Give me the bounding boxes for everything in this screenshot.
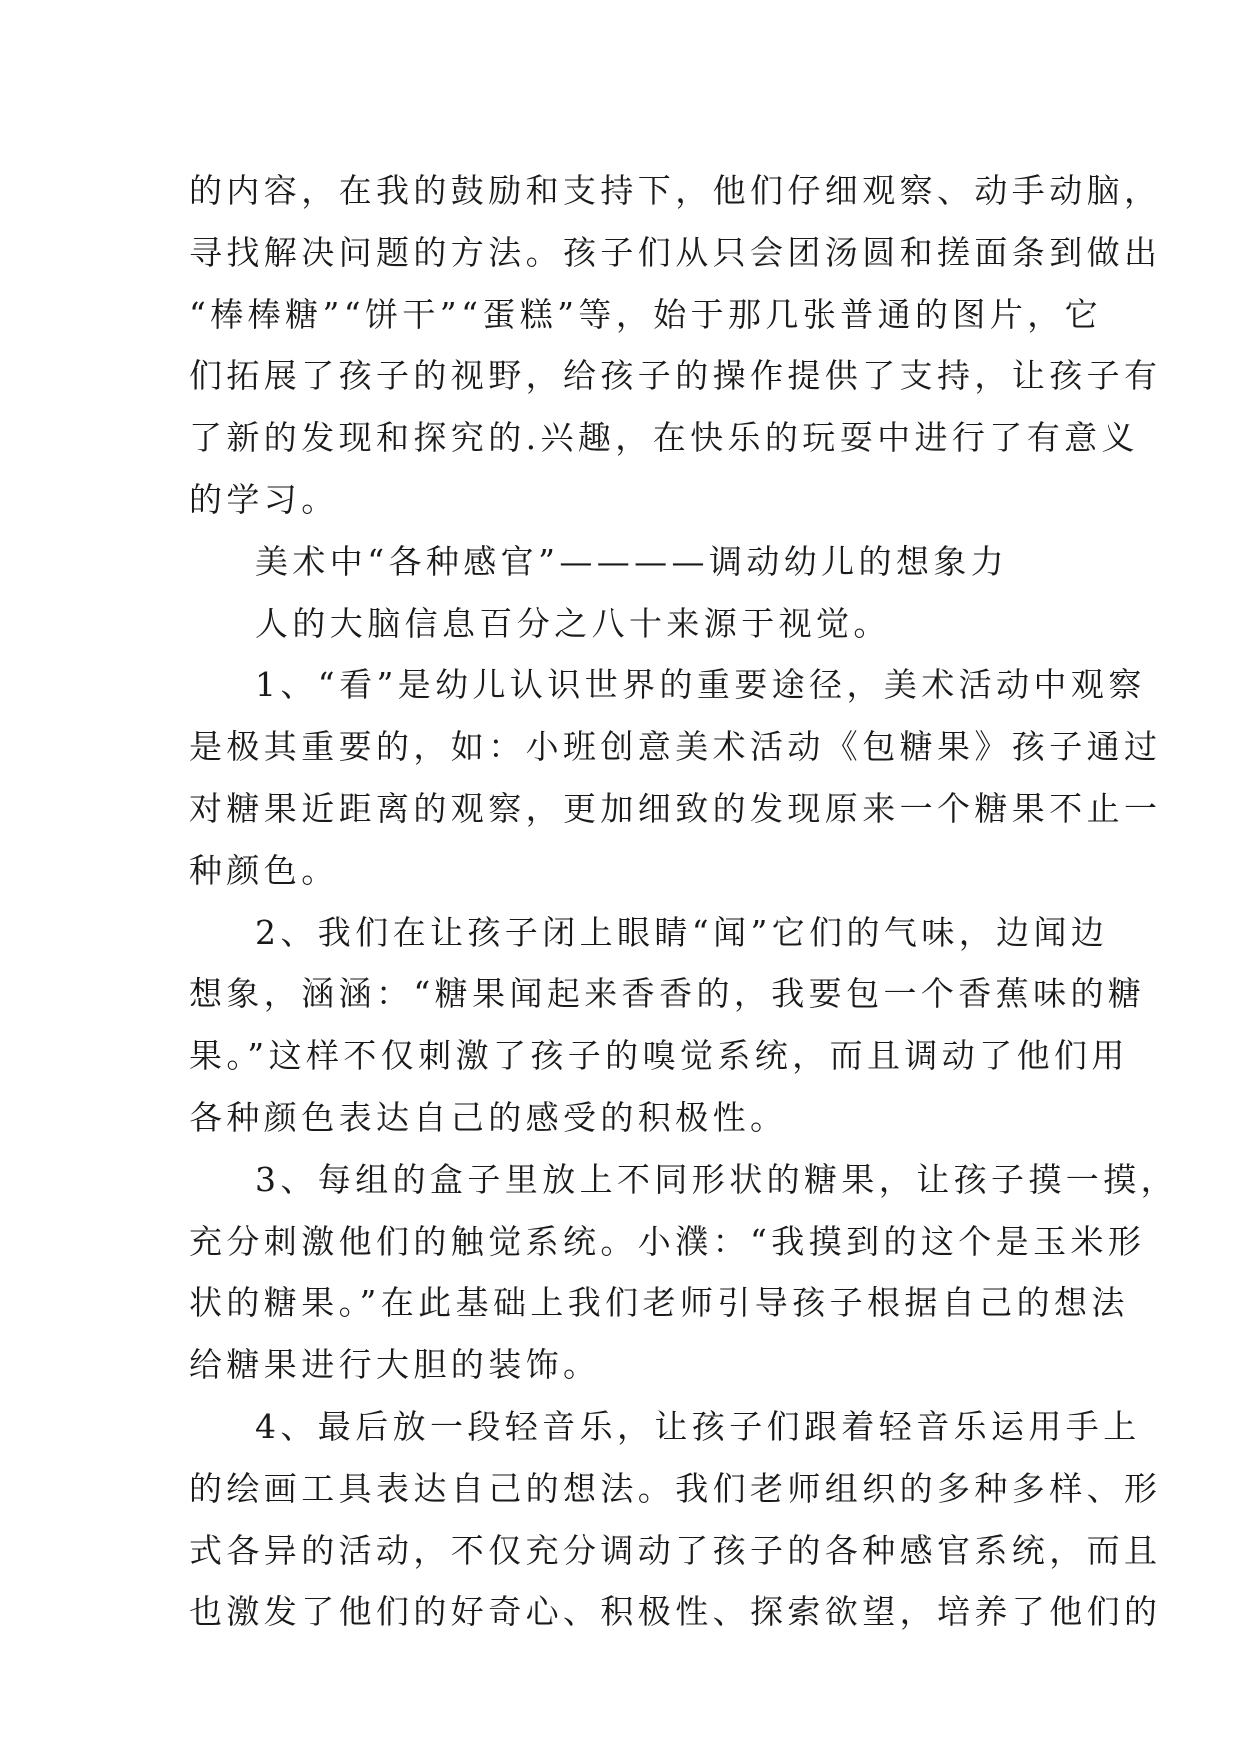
text-line: 充分刺激他们的触觉系统。小濮：“我摸到的这个是玉米形	[189, 1221, 1146, 1261]
text-line: 寻找解决问题的方法。孩子们从只会团汤圆和搓面条到做出	[189, 232, 1162, 272]
text-line: 的学习。	[189, 479, 339, 519]
text-line: 3、每组的盒子里放上不同形状的糖果，让孩子摸一摸，	[255, 1159, 1178, 1199]
text-line: 的内容，在我的鼓励和支持下，他们仔细观察、动手动脑，	[189, 171, 1162, 210]
body-text	[189, 160, 1178, 1643]
text-line: 果。”这样不仅刺激了孩子的嗅觉系统，而且调动了他们用	[189, 1036, 1129, 1076]
text-line: 给糖果进行大胆的装饰。	[189, 1345, 601, 1385]
text-line: 也激发了他们的好奇心、积极性、探索欲望，培养了他们的	[189, 1592, 1162, 1632]
text-line: “棒棒糖”“饼干”“蛋糕”等，始于那几张普通的图片，它	[189, 294, 1103, 334]
text-line: 了新的发现和探究的.兴趣，在快乐的玩耍中进行了有意义	[189, 418, 1139, 458]
text-line: 的绘画工具表达自己的想法。我们老师组织的多种多样、形	[189, 1468, 1162, 1508]
text-line: 2、我们在让孩子闭上眼睛“闻”它们的气味，边闻边	[255, 912, 1109, 952]
text-line: 种颜色。	[189, 850, 339, 890]
section-heading: 美术中“各种感官”————调动幼儿的想象力	[255, 541, 1009, 581]
text-line: 们拓展了孩子的视野，给孩子的操作提供了支持，让孩子有	[189, 356, 1162, 396]
text-line: 想象，涵涵：“糖果闻起来香香的，我要包一个香蕉味的糖	[189, 974, 1146, 1014]
text-line: 人的大脑信息百分之八十来源于视觉。	[255, 603, 891, 643]
text-line: 各种颜色表达自己的感受的积极性。	[189, 1097, 788, 1137]
text-line: 状的糖果。”在此基础上我们老师引导孩子根据自己的想法	[189, 1283, 1129, 1323]
text-line: 式各异的活动，不仅充分调动了孩子的各种感官系统，而且	[189, 1530, 1162, 1570]
text-line: 是极其重要的，如：小班创意美术活动《包糖果》孩子通过	[189, 727, 1162, 767]
text-line: 1、“看”是幼儿认识世界的重要途径，美术活动中观察	[255, 665, 1146, 705]
text-line: 4、最后放一段轻音乐，让孩子们跟着轻音乐运用手上	[255, 1406, 1141, 1446]
text-line: 对糖果近距离的观察，更加细致的发现原来一个糖果不止一	[189, 788, 1162, 828]
